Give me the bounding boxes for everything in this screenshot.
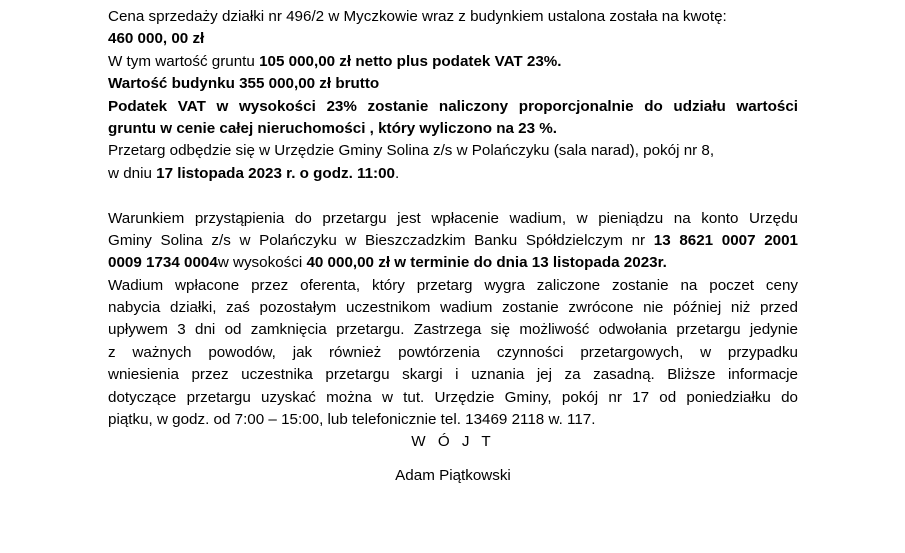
deposit-amount-deadline: 40 000,00 zł w terminie do dnia 13 listopada 2023r. bbox=[306, 254, 667, 272]
auction-date-value: 17 listopada 2023 r. o godz. 11:00 bbox=[156, 164, 396, 182]
auction-date-period: . bbox=[395, 164, 400, 182]
auction-location-text: Przetarg odbędzie się w Urzędzie Gminy Solina z/s w Polańczyku (sala narad), pokój nr 8, bbox=[108, 142, 715, 160]
vat-line-1 bbox=[108, 96, 798, 118]
deposit-line-10 bbox=[108, 409, 798, 431]
signature-title-text: W Ó J T bbox=[411, 433, 495, 451]
deposit-line-8 bbox=[108, 364, 798, 386]
deposit-text-6: upływem 3 dni od zamknięcia przetargu. Zastrzega się możliwość odwołania przetargu jedynie bbox=[108, 321, 798, 339]
price-line bbox=[108, 6, 798, 28]
land-value-amount: 105 000,00 zł netto plus podatek VAT 23%. bbox=[259, 52, 562, 70]
deposit-line-2 bbox=[108, 230, 798, 252]
deposit-line-3 bbox=[108, 252, 798, 274]
deposit-text-4: Wadium wpłacone przez oferenta, który przetarg wygra zaliczone zostanie na poczet ceny bbox=[108, 276, 798, 294]
vat-text-1: Podatek VAT w wysokości 23% zostanie naliczony proporcjonalnie do udziału wartości bbox=[108, 97, 798, 115]
land-value-label: W tym wartość gruntu bbox=[108, 52, 260, 70]
price-amount-text: 460 000, 00 zł bbox=[108, 30, 205, 48]
auction-date-line bbox=[108, 163, 798, 185]
deposit-text-9: dotyczące przetargu uzyskać można w tut. Urzędzie Gminy, pokój nr 17 od poniedziałku do bbox=[108, 388, 798, 406]
document-body bbox=[108, 0, 798, 487]
vat-text-2: gruntu w cenie całej nieruchomości , który wyliczono na 23 %. bbox=[108, 119, 557, 137]
deposit-text-8: wniesienia przez uczestnika przetargu skargi i uznania jej za zasadną. Bliższe informacje bbox=[108, 366, 798, 384]
deposit-line-1 bbox=[108, 208, 798, 230]
deposit-bank-text: Gminy Solina z/s w Polańczyku w Bieszczadzkim Banku Spółdzielczym nr bbox=[108, 231, 654, 249]
signature-name bbox=[108, 465, 798, 487]
paragraph-gap bbox=[108, 185, 798, 207]
account-number-part-1: 13 8621 0007 2001 bbox=[653, 231, 798, 249]
deposit-text-7: z ważnych powodów, jak również powtórzenia czynności przetargowych, w przypadku bbox=[108, 343, 798, 361]
contact-text: piątku, w godz. od 7:00 – 15:00, lub telefonicznie tel. 13469 2118 w. 117. bbox=[108, 411, 596, 429]
vat-line-2 bbox=[108, 118, 798, 140]
auction-location-line bbox=[108, 140, 798, 162]
building-value-line bbox=[108, 73, 798, 95]
building-value-text: Wartość budynku 355 000,00 zł brutto bbox=[108, 75, 380, 93]
land-value-line bbox=[108, 51, 798, 73]
deposit-line-9 bbox=[108, 387, 798, 409]
deposit-line-6 bbox=[108, 319, 798, 341]
deposit-line-4 bbox=[108, 275, 798, 297]
signature-name-text: Adam Piątkowski bbox=[395, 466, 511, 484]
signature-title bbox=[108, 431, 798, 453]
price-amount bbox=[108, 28, 798, 50]
account-number-part-2: 0009 1734 0004 bbox=[108, 254, 218, 272]
deposit-amount-label: w wysokości bbox=[217, 254, 307, 272]
deposit-line-7 bbox=[108, 342, 798, 364]
auction-date-label: w dniu bbox=[108, 164, 157, 182]
deposit-line-5 bbox=[108, 297, 798, 319]
price-text: Cena sprzedaży działki nr 496/2 w Myczkowie wraz z budynkiem ustalona została na kwotę: bbox=[108, 8, 727, 25]
deposit-text-5: nabycia działki, zaś pozostałym uczestnikom wadium zostanie zwrócone nie później niż przed bbox=[108, 299, 798, 317]
deposit-text-1: Warunkiem przystąpienia do przetargu jest wpłacenie wadium, w pieniądzu na konto Urzędu bbox=[108, 209, 798, 227]
